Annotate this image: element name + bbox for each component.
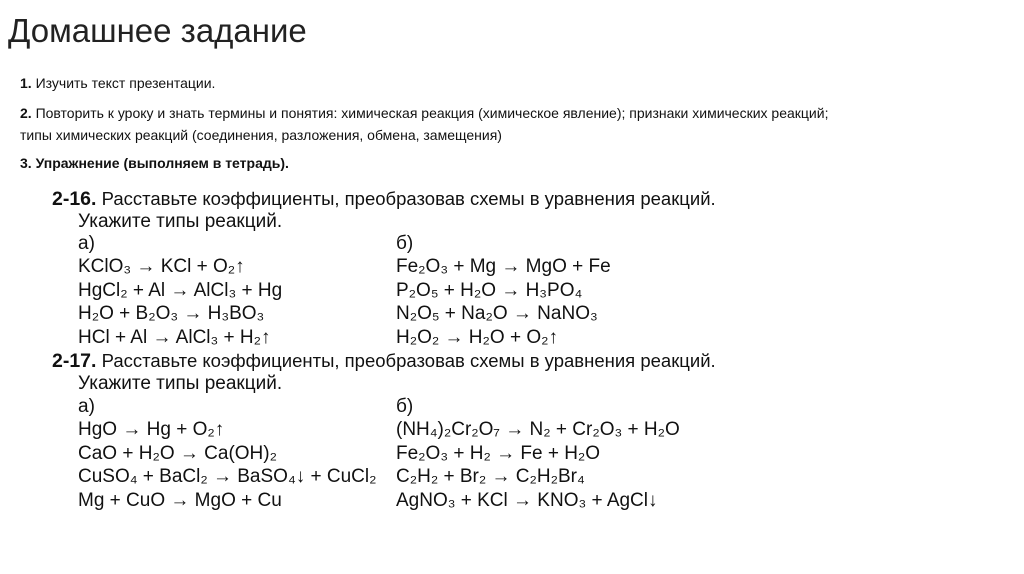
exercise-text: Расставьте коэффициенты, преобразовав схемы в уравнения реакций. — [96, 188, 716, 209]
task-text: Повторить к уроку и знать термины и понятия: химическая реакция (химическое явление); признаки химических реакций; — [31, 105, 829, 121]
exercise-text: Расставьте коэффициенты, преобразовав схемы в уравнения реакций. — [96, 350, 716, 371]
task-text: Упражнение (выполняем в тетрадь). — [31, 155, 289, 171]
task-text: Изучить текст презентации. — [31, 75, 216, 91]
task-number: 2. — [20, 105, 32, 121]
equation-a: Mg + CuO → MgO + Cu — [78, 489, 282, 511]
equation-b: C₂H₂ + Br₂ → C₂H₂Br₄ — [396, 466, 585, 487]
column-b-label: б) — [396, 233, 414, 254]
slide-title: Домашнее задание — [8, 12, 307, 49]
equation-a: CaO + H₂O → Ca(OH)₂ — [78, 442, 277, 464]
task-1 — [20, 72, 215, 94]
exercise-subtext: Укажите типы реакций. — [78, 211, 283, 232]
equation-b: AgNO₃ + KCl → KNO₃ + AgCl↓ — [396, 489, 658, 511]
column-a-label: а) — [78, 233, 95, 254]
task-number: 1. — [20, 75, 32, 91]
exercise-heading — [52, 349, 716, 374]
exercise-subtext: Укажите типы реакций. — [78, 373, 283, 394]
equation-a: HCl + Al → AlCl₃ + H₂↑ — [78, 326, 271, 348]
exercise-heading — [52, 187, 716, 212]
equation-b: P₂O₅ + H₂O → H₃PO₄ — [396, 279, 583, 301]
equation-b: N₂O₅ + Na₂O → NaNO₃ — [396, 303, 598, 324]
task-3 — [20, 152, 289, 174]
column-a-label: а) — [78, 396, 95, 417]
equation-a: KClO₃ → KCl + O₂↑ — [78, 256, 245, 277]
exercise-number: 2-16. — [52, 188, 97, 210]
equation-a: HgCl₂ + Al → AlCl₃ + Hg — [78, 279, 283, 301]
task-2 — [20, 102, 828, 146]
equation-b: H₂O₂ → H₂O + O₂↑ — [396, 326, 558, 348]
equation-a: H₂O + B₂O₃ → H₃BO₃ — [78, 303, 265, 324]
equation-b: Fe₂O₃ + Mg → MgO + Fe — [396, 256, 611, 277]
equation-b: Fe₂O₃ + H₂ → Fe + H₂O — [396, 442, 601, 464]
task-text-continued: типы химических реакций (соединения, разложения, обмена, замещения) — [20, 127, 502, 143]
equation-a: HgO → Hg + O₂↑ — [78, 419, 225, 440]
equation-b: (NH₄)₂Cr₂O₇ → N₂ + Cr₂O₃ + H₂O — [396, 419, 680, 440]
exercise-number: 2-17. — [52, 350, 97, 372]
equation-a: CuSO₄ + BaCl₂ → BaSO₄↓ + CuCl₂ — [78, 466, 377, 487]
task-number: 3. — [20, 155, 32, 171]
column-b-label: б) — [396, 396, 414, 417]
